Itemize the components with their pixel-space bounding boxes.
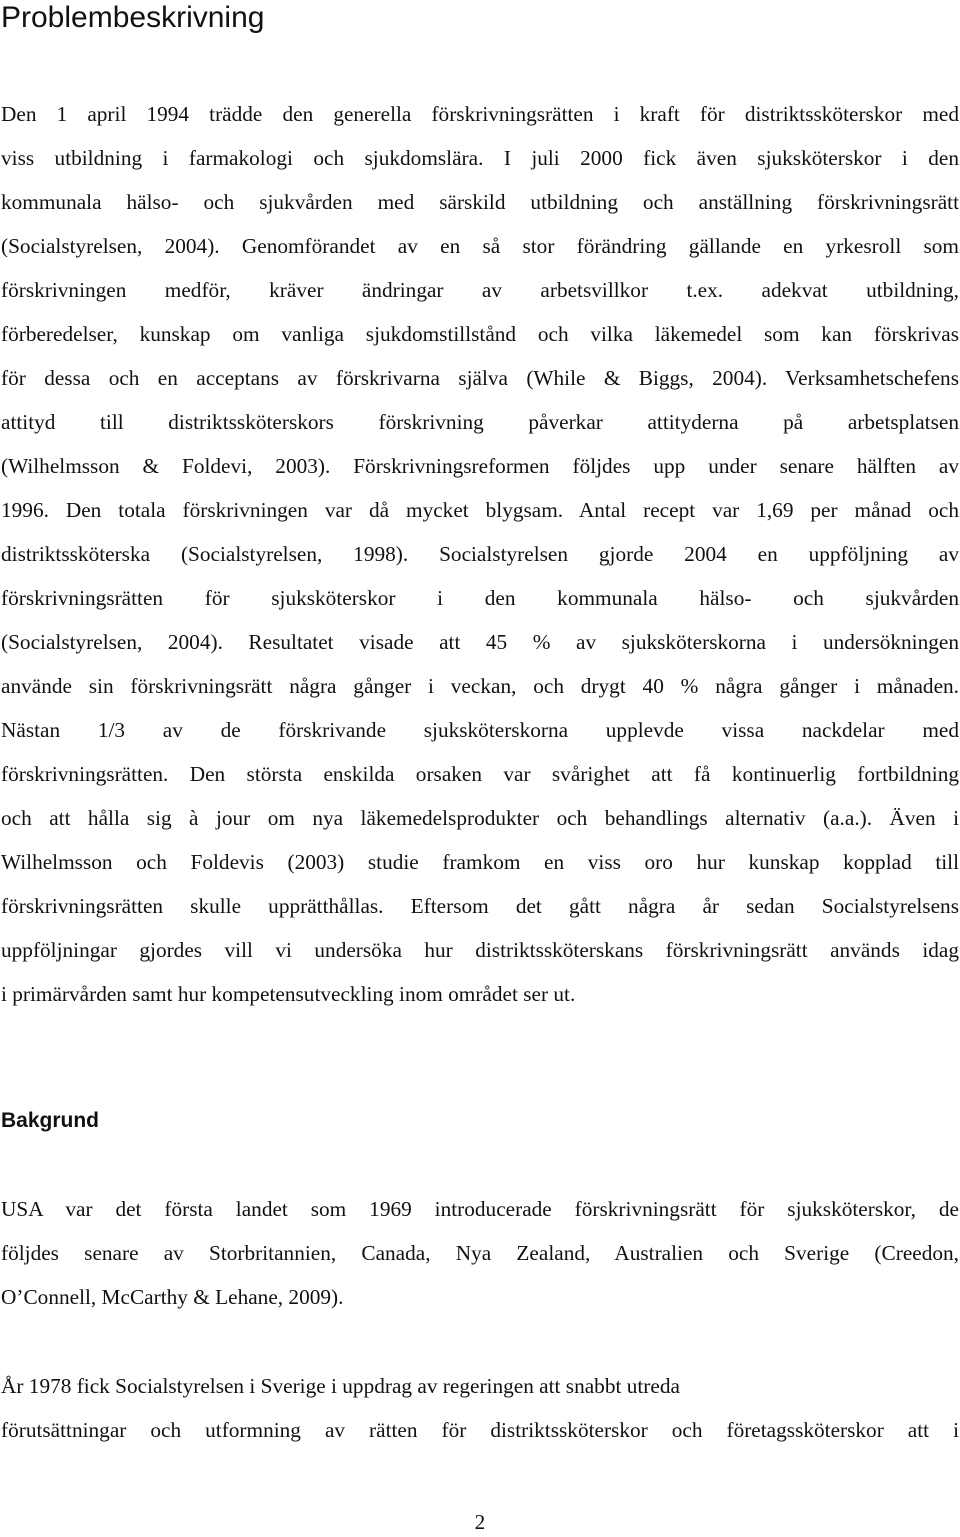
text-line: Wilhelmsson och Foldevis (2003) studie framkom en viss oro hur kunskap kopplad till [1, 850, 959, 874]
text-line: i primärvården samt hur kompetensutveckling inom området ser ut. [1, 982, 576, 1006]
text-line: 1996. Den totala förskrivningen var då mycket blygsam. Antal recept var 1,69 per månad och [1, 498, 959, 522]
text-line: följdes senare av Storbritannien, Canada, Nya Zealand, Australien och Sverige (Creedon, [1, 1241, 959, 1265]
page-number: 2 [474, 1510, 486, 1534]
text-line: för dessa och en acceptans av förskrivarna själva (While & Biggs, 2004). Verksamhetschefens [1, 366, 959, 390]
text-line: Den 1 april 1994 trädde den generella förskrivningsrätten i kraft för distriktssköterskor med [1, 102, 959, 126]
text-line: År 1978 fick Socialstyrelsen i Sverige i uppdrag av regeringen att snabbt utreda [1, 1374, 680, 1398]
text-line: (Socialstyrelsen, 2004). Resultatet visade att 45 % av sjuksköterskorna i undersökningen [1, 630, 959, 654]
text-line: (Socialstyrelsen, 2004). Genomförandet av en så stor förändring gällande en yrkesroll som [1, 234, 959, 258]
section-heading-problembeskrivning: Problembeskrivning [1, 1, 265, 34]
text-line: viss utbildning i farmakologi och sjukdomslära. I juli 2000 fick även sjuksköterskor i den [1, 146, 959, 170]
paragraph-bakgrund-2 [1, 1364, 959, 1452]
text-line: förutsättningar och utformning av rätten för distriktssköterskor och företagssköterskor att i [1, 1418, 959, 1442]
text-line: kommunala hälso- och sjukvården med särskild utbildning och anställning förskrivningsrätt [1, 190, 959, 214]
text-line: USA var det första landet som 1969 introducerade förskrivningsrätt för sjuksköterskor, de [1, 1197, 959, 1221]
text-line: förskrivningsrätten för sjuksköterskor i den kommunala hälso- och sjukvården [1, 586, 959, 610]
text-line: O’Connell, McCarthy & Lehane, 2009). [1, 1285, 344, 1309]
text-line: använde sin förskrivningsrätt några gånger i veckan, och drygt 40 % några gånger i månaden. [1, 674, 959, 698]
paragraph-bakgrund-1 [1, 1187, 959, 1319]
text-line: distriktssköterska (Socialstyrelsen, 1998). Socialstyrelsen gjorde 2004 en uppföljning av [1, 542, 959, 566]
text-line: Nästan 1/3 av de förskrivande sjuksköterskorna upplevde vissa nackdelar med [1, 718, 959, 742]
text-line: förberedelser, kunskap om vanliga sjukdomstillstånd och vilka läkemedel som kan förskrivas [1, 322, 959, 346]
section-heading-bakgrund: Bakgrund [1, 1109, 100, 1132]
text-line: (Wilhelmsson & Foldevi, 2003). Förskrivningsreformen följdes upp under senare hälften av [1, 454, 959, 478]
text-line: förskrivningsrätten. Den största enskilda orsaken var svårighet att få kontinuerlig fortbildning [1, 762, 959, 786]
text-line: förskrivningen medför, kräver ändringar av arbetsvillkor t.ex. adekvat utbildning, [1, 278, 959, 302]
text-line: förskrivningsrätten skulle upprätthållas. Eftersom det gått några år sedan Socialstyrelsens [1, 894, 959, 918]
text-line: och att hålla sig à jour om nya läkemedelsprodukter och behandlings alternativ (a.a.). Även i [1, 806, 959, 830]
paragraph-problembeskrivning [1, 92, 959, 1016]
text-line: attityd till distriktssköterskors förskrivning påverkar attityderna på arbetsplatsen [1, 410, 959, 434]
text-line: uppföljningar gjordes vill vi undersöka hur distriktssköterskans förskrivningsrätt används idag [1, 938, 959, 962]
